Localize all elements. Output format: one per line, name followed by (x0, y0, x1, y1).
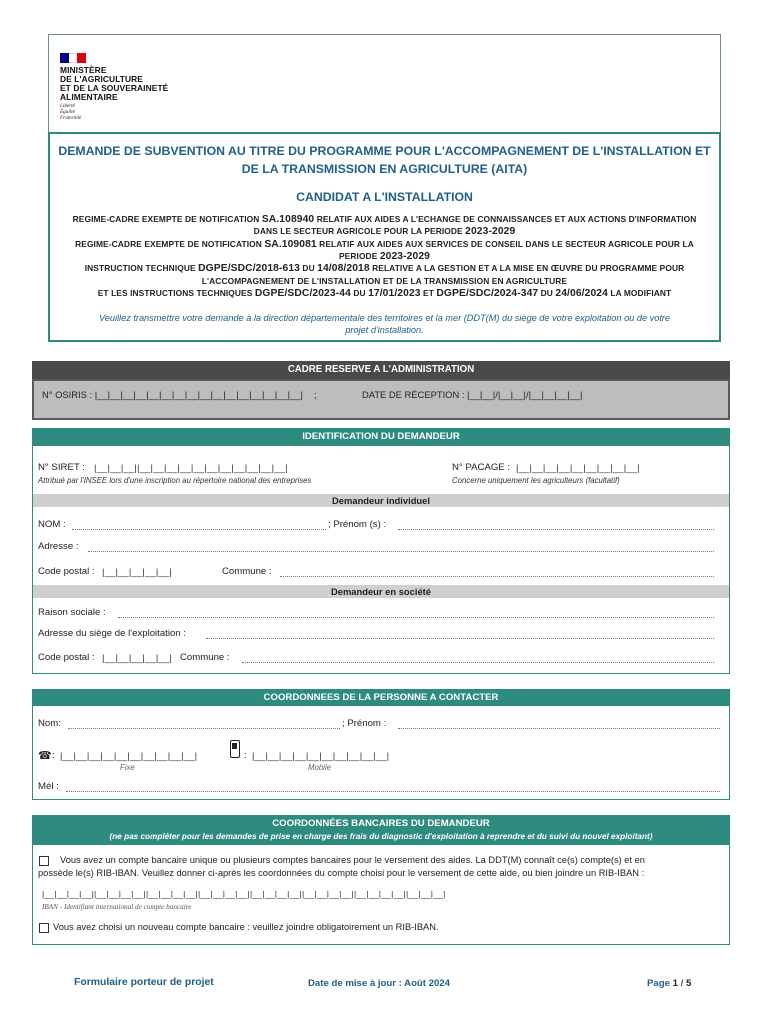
candidat-heading: CANDIDAT A L'INSTALLATION (296, 190, 473, 204)
adresse-label: Adresse : (38, 541, 79, 552)
phone-icon: ☎ (38, 750, 52, 762)
mobile-separator: : (244, 750, 247, 761)
contact-prenom-label: ; Prénom : (342, 718, 387, 729)
title-frame (48, 132, 721, 342)
ministry-line-2: DE L'AGRICULTURE (60, 74, 143, 84)
contact-header: COORDONNEES DE LA PERSONNE A CONTACTER (32, 689, 730, 706)
bank-subheader: (ne pas compléter pour les demandes de prise en charge des frais du diagnostic d'exploitation à reprendre et du suivi du nouvel exploitant) (109, 832, 653, 841)
individual-applicant-subheader: Demandeur individuel (33, 494, 729, 507)
iban-input-boxes[interactable]: |__|__|__|__||__|__|__|__||__|__|__|__||__|__|__|__||__|__|__|__||__|__|__|__||__|__|__|__||__|__|__| (42, 889, 446, 899)
single-account-text-line-2: possède le(s) RIB-IBAN. Veuillez donner ci-après les coordonnées du compte choisi pour le versement de cette aide, ou bien joindre un RIB-IBAN : (38, 868, 645, 878)
mobile-phone-icon (230, 740, 240, 758)
admin-separator: ; (314, 389, 317, 400)
email-input[interactable] (66, 791, 720, 792)
fixe-label: Fixe (120, 763, 135, 772)
regime-2-line-2: PERIODE 2023-2029 (339, 251, 430, 262)
prenom-label: ; Prénom (s) : (328, 519, 387, 530)
instruction-line-1: INSTRUCTION TECHNIQUE DGPE/SDC/2018-613 DU 14/08/2018 RELATIVE A LA GESTION ET A LA MISE EN ŒUVRE DU PROGRAMME POUR (84, 263, 685, 274)
commune-2-label: Commune : (180, 652, 230, 663)
commune-input[interactable] (280, 576, 714, 577)
form-title-line-2: DE LA TRANSMISSION EN AGRICULTURE (AITA) (241, 162, 528, 176)
transmission-note-line-1: Veuillez transmettre votre demande à la direction départementale des territoires et la mer (DDT(M) du siège de votre exploitation ou de votre (98, 313, 671, 323)
phone-mobile-input-boxes[interactable]: |__|__|__|__|__|__|__|__|__|__| (252, 750, 390, 761)
marianne-flag-icon (60, 53, 86, 63)
motto-fraternite: Fraternité (60, 115, 82, 121)
footer-page-number: Page 1 / 5 (647, 978, 692, 989)
prenom-input[interactable] (398, 529, 714, 530)
ministry-line-4: ALIMENTAIRE (60, 92, 118, 102)
instruction-line-3: ET LES INSTRUCTIONS TECHNIQUES DGPE/SDC/2023-44 DU 17/01/2023 ET DGPE/SDC/2024-347 DU 24/06/2024 LA MODIFIANT (97, 288, 672, 299)
regime-2-line-1: REGIME-CADRE EXEMPTE DE NOTIFICATION SA.109081 RELATIF AUX AIDES AUX SERVICES DE CONSEIL DANS LE SECTEUR AGRICOLE POUR LA (75, 239, 694, 250)
admin-frame-header: CADRE RESERVE A L'ADMINISTRATION (32, 361, 730, 379)
contact-nom-label: Nom: (38, 718, 61, 729)
code-postal-label: Code postal : (38, 566, 95, 577)
reception-date-field: DATE DE RÉCEPTION : |__|__|/|__|__|/|__|__|__|__| (362, 389, 583, 400)
footer-update-date: Date de mise à jour : Août 2024 (308, 978, 450, 989)
single-account-checkbox[interactable] (39, 856, 49, 866)
regime-1-line-1: REGIME-CADRE EXEMPTE DE NOTIFICATION SA.108940 RELATIF AUX AIDES A L'ECHANGE DE CONNAISSANCES ET AUX ACTIONS D'INFORMATION (72, 214, 697, 225)
motto-liberte: Liberté (60, 103, 75, 109)
single-account-text-line-1: Vous avez un compte bancaire unique ou plusieurs comptes bancaires pour le versement des aides. La DDT(M) connaît ce(s) compte(s) et en (60, 855, 645, 865)
ministry-line-3: ET DE LA SOUVERAINETÉ (60, 83, 169, 93)
raison-sociale-input[interactable] (118, 617, 714, 618)
contact-nom-input[interactable] (68, 728, 340, 729)
new-account-text: Vous avez choisi un nouveau compte bancaire : veuillez joindre obligatoirement un RIB-IBAN. (53, 922, 439, 932)
bank-header-band (32, 815, 730, 845)
instruction-line-2: L'ACCOMPAGNEMENT DE L'INSTALLATION ET DE LA TRANSMISSION EN AGRICULTURE (201, 276, 568, 286)
siret-input-boxes[interactable]: |__|__|__||__|__|__|__|__|__|__|__|__|__|__| (94, 462, 288, 473)
pacage-label: N° PACAGE : (452, 462, 511, 473)
code-postal-2-label: Code postal : (38, 652, 95, 663)
transmission-note-line-2: projet d'installation. (345, 325, 424, 335)
siret-label: N° SIRET : (38, 462, 85, 473)
regime-1-line-2: DANS LE SECTEUR AGRICOLE POUR LA PERIODE 2023-2029 (253, 226, 516, 237)
siret-note: Attribué par l'INSEE lors d'une inscription au répertoire national des entreprises (38, 476, 312, 485)
mobile-label: Mobile (308, 763, 331, 772)
bank-header: COORDONNÉES BANCAIRES DU DEMANDEUR (272, 818, 490, 829)
new-account-checkbox[interactable] (39, 923, 49, 933)
contact-prenom-input[interactable] (398, 728, 720, 729)
osiris-field: N° OSIRIS : |__|__|__|__|__|__|__|__|__|__|__|__|__|__|__|__| (42, 389, 303, 400)
identification-header: IDENTIFICATION DU DEMANDEUR (32, 428, 730, 446)
siege-address-label: Adresse du siège de l'exploitation : (38, 628, 186, 639)
code-postal-2-input-boxes[interactable]: |__|__|__|__|__| (102, 652, 172, 663)
siege-address-input[interactable] (206, 638, 714, 639)
iban-note: IBAN - Identifiant international de compte bancaire (42, 903, 192, 911)
nom-label: NOM : (38, 519, 66, 530)
commune-label: Commune : (222, 566, 272, 577)
commune-2-input[interactable] (242, 662, 714, 663)
pacage-note: Concerne uniquement les agriculteurs (facultatif) (452, 476, 620, 485)
email-label: Mél : (38, 781, 59, 792)
code-postal-input-boxes[interactable]: |__|__|__|__|__| (102, 566, 172, 577)
footer-form-name: Formulaire porteur de projet (74, 977, 214, 988)
company-applicant-subheader: Demandeur en société (33, 585, 729, 598)
ministry-line-1: MINISTÈRE (60, 65, 107, 75)
motto-egalite: Égalité (60, 109, 75, 115)
pacage-input-boxes[interactable]: |__|__|__|__|__|__|__|__|__| (516, 462, 640, 473)
raison-sociale-label: Raison sociale : (38, 607, 106, 618)
adresse-input[interactable] (88, 551, 714, 552)
phone-separator: : (52, 750, 55, 761)
phone-fixe-input-boxes[interactable]: |__|__|__|__|__|__|__|__|__|__| (60, 750, 198, 761)
form-title-line-1: DEMANDE DE SUBVENTION AU TITRE DU PROGRAMME POUR L'ACCOMPAGNEMENT DE L'INSTALLATION ET (58, 144, 711, 158)
nom-input[interactable] (72, 529, 326, 530)
